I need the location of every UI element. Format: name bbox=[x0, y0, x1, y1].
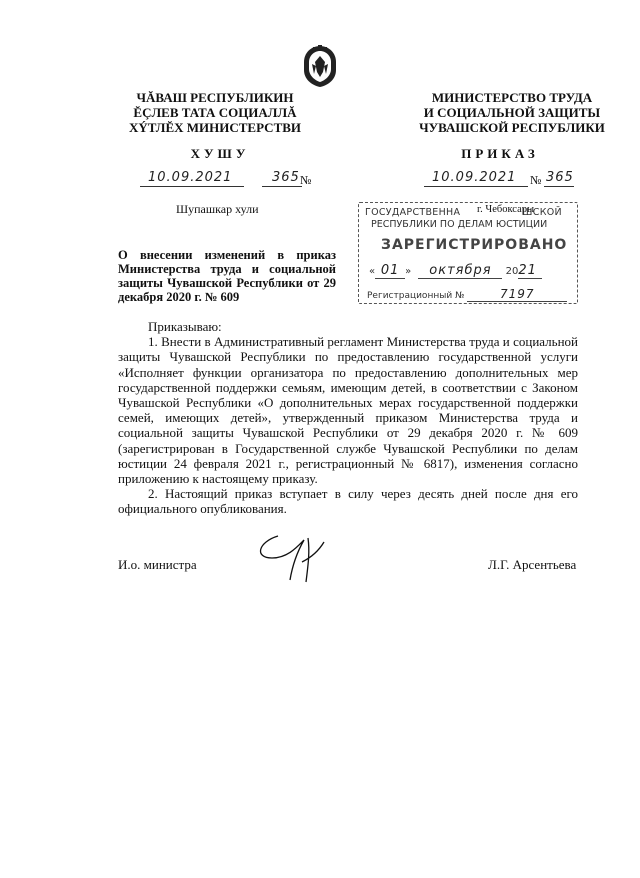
place-of-issue: Шупашкар хули bbox=[176, 202, 259, 216]
body-intro: Приказываю: bbox=[148, 319, 222, 334]
chuvash-emblem-icon bbox=[301, 44, 339, 88]
header-right-line3: ЧУВАШСКОЙ РЕСПУБЛИКИ bbox=[419, 120, 605, 135]
header-right-russian bbox=[402, 90, 622, 135]
stamp-line1: ГОСУДАРСТВЕННА ШСКОЙ bbox=[365, 207, 562, 218]
body-item-2: 2. Настоящий приказ вступает в силу через десять дней после дня его официального опубликования. bbox=[118, 486, 578, 517]
doc-type-left: ХУШУ bbox=[190, 146, 250, 161]
date-left-underline bbox=[140, 186, 244, 187]
date-left: 10.09.2021 bbox=[148, 170, 233, 185]
stamp-city: г. Чебоксары bbox=[477, 204, 535, 215]
number-sign-right: № bbox=[530, 173, 542, 187]
number-left-underline bbox=[262, 186, 302, 187]
number-sign-left: № bbox=[300, 173, 312, 187]
header-right-line1: МИНИСТЕРСТВО ТРУДА bbox=[431, 90, 593, 105]
signatory-position: И.о. министра bbox=[118, 557, 197, 572]
handwritten-signature bbox=[248, 528, 338, 588]
registration-stamp bbox=[358, 202, 578, 304]
header-left-chuvash bbox=[100, 90, 330, 135]
header-left-line2: ĔÇЛЕВ ТАТА СОЦИАЛЛĂ bbox=[133, 105, 297, 120]
doc-type-right: ПРИКАЗ bbox=[461, 146, 539, 161]
header-left-line1: ЧĂВАШ РЕСПУБЛИКИН bbox=[136, 90, 294, 105]
number-right-underline bbox=[544, 186, 574, 187]
signatory-name: Л.Г. Арсентьева bbox=[488, 557, 577, 572]
order-body bbox=[118, 319, 578, 517]
number-right: 365 bbox=[546, 170, 574, 185]
body-item-1: 1. Внести в Административный регламент Министерства труда и социальной защиты Чувашской Республики по предоставлению государственной услуги «Исполняет функции организатора по предоставлению дополнительных мер государственной поддержки семьям, имеющим детей, в соответствии с Законом Чувашской Республики «О дополнительных мерах государственной поддержки семей, имеющих детей», утвержденный приказом Министерства труда и социальной защиты Чувашской Республики от 29 декабря 2020 г. № 609 (зарегистрирован в Государственной службе Чувашской Республики по делам юстиции 24 февраля 2021 г., регистрационный № 6817), изменения согласно приложению к настоящему приказу. bbox=[118, 334, 578, 487]
stamp-line2: РЕСПУБЛИКИ ПО ДЕЛАМ ЮСТИЦИИ bbox=[371, 219, 548, 230]
date-right: 10.09.2021 bbox=[432, 170, 517, 185]
stamp-registered: ЗАРЕГИСТРИРОВАНО bbox=[381, 237, 568, 253]
date-right-underline bbox=[424, 186, 528, 187]
stamp-reg-number: Регистрационный № 7197 bbox=[367, 287, 567, 302]
order-subject: О внесении изменений в приказ Министерства труда и социальной защиты Чувашской Республики от 29 декабря 2020 г. № 609 bbox=[118, 248, 336, 304]
header-right-line2: И СОЦИАЛЬНОЙ ЗАЩИТЫ bbox=[423, 105, 601, 120]
stamp-date: « 01 » октября 2021 bbox=[369, 263, 569, 279]
header-left-line3: ХÝТЛĔХ МИНИСТЕРСТВИ bbox=[128, 120, 302, 135]
number-left: 365 bbox=[272, 170, 300, 185]
